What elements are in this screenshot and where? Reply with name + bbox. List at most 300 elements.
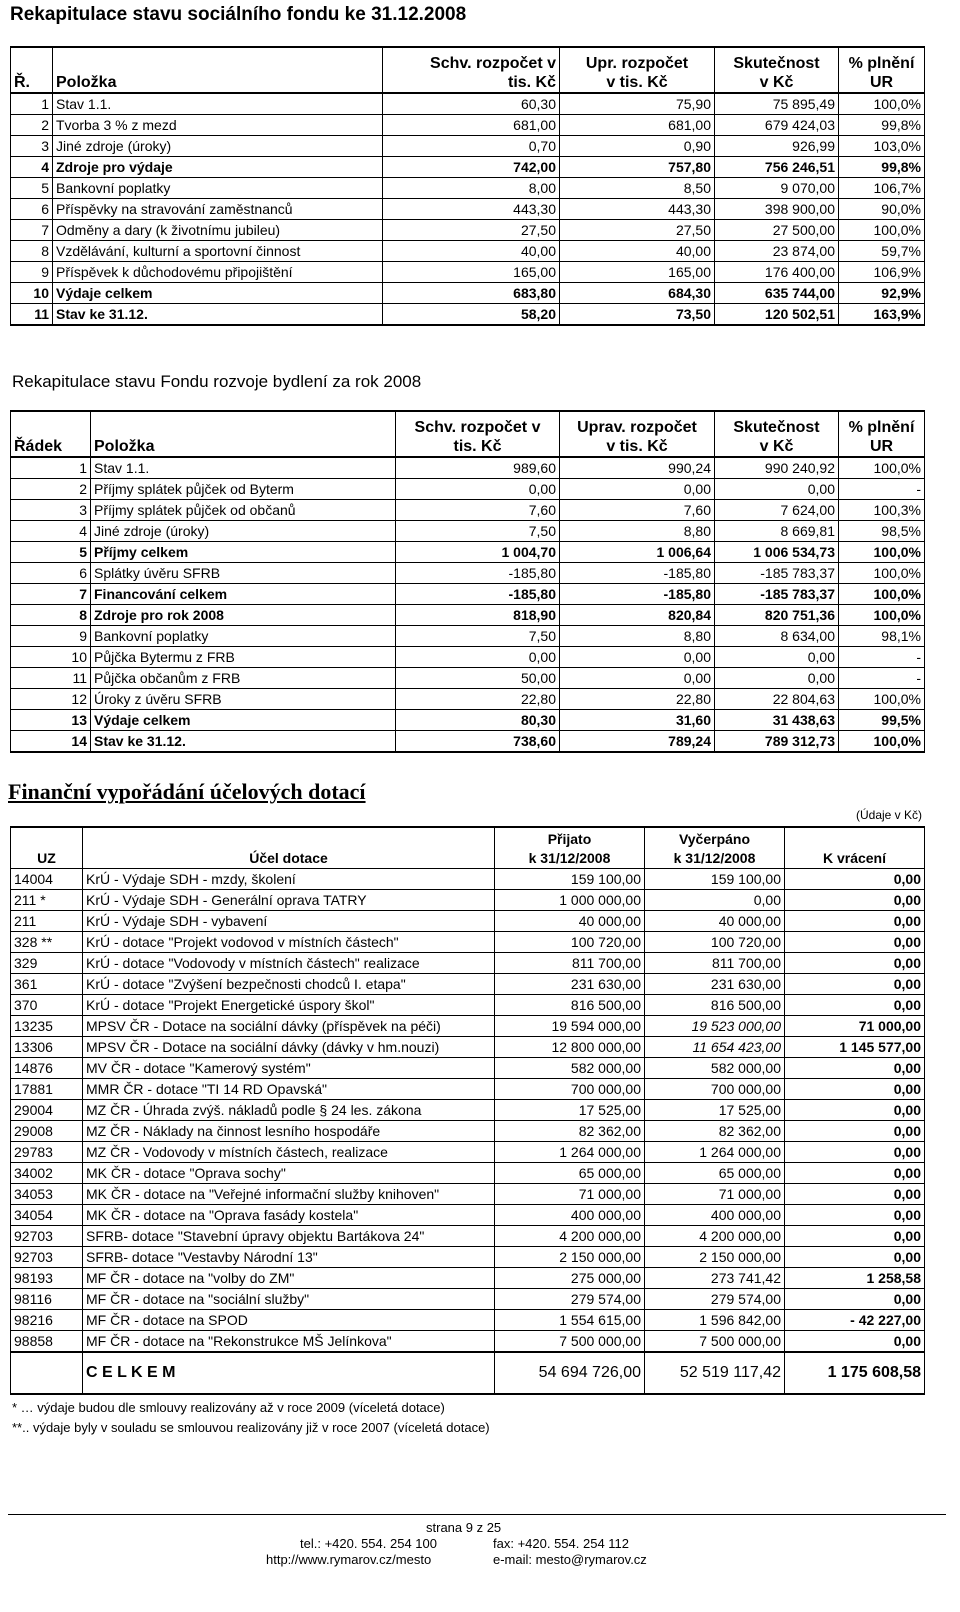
t2-h-pl: % plnění UR	[839, 411, 925, 457]
grants-table	[10, 826, 925, 1395]
t2-row	[11, 731, 925, 753]
t3-received: 816 500,00	[495, 995, 645, 1016]
t3-to-return: 1 145 577,00	[785, 1037, 925, 1058]
t2-item-label: Splátky úvěru SFRB	[91, 563, 396, 584]
t2-actual-amount: -185 783,37	[715, 584, 839, 605]
t3-row	[11, 1184, 925, 1205]
t1-item-label: Stav 1.1.	[53, 93, 383, 115]
t3-spent: 11 654 423,00	[645, 1037, 785, 1058]
t2-item-label: Financování celkem	[91, 584, 396, 605]
t3-row	[11, 911, 925, 932]
t3-row	[11, 869, 925, 890]
t2-row-number: 2	[11, 479, 91, 500]
t1-approved-budget: 681,00	[383, 115, 560, 136]
t1-adjusted-budget: 40,00	[560, 241, 715, 262]
t1-fulfillment-pct: 100,0%	[839, 93, 925, 115]
footer-tel: tel.: +420. 554. 254 100	[300, 1536, 437, 1551]
t2-approved-budget: 7,60	[396, 500, 560, 521]
t1-row	[11, 241, 925, 262]
t3-row	[11, 1058, 925, 1079]
t1-row-number: 5	[11, 178, 53, 199]
t3-received: 231 630,00	[495, 974, 645, 995]
t1-row-number: 11	[11, 304, 53, 326]
t1-row	[11, 220, 925, 241]
t3-spent: 19 523 000,00	[645, 1016, 785, 1037]
t2-approved-budget: 80,30	[396, 710, 560, 731]
t3-to-return: 0,00	[785, 1100, 925, 1121]
t3-row	[11, 995, 925, 1016]
t3-total-blank	[11, 1352, 83, 1394]
t3-received: 279 574,00	[495, 1289, 645, 1310]
t2-adjusted-budget: 22,80	[560, 689, 715, 710]
t2-fulfillment-pct: -	[839, 668, 925, 689]
t3-spent: 82 362,00	[645, 1121, 785, 1142]
t3-received: 7 500 000,00	[495, 1331, 645, 1353]
t1-fulfillment-pct: 163,9%	[839, 304, 925, 326]
t1-adjusted-budget: 75,90	[560, 93, 715, 115]
t3-purpose: KrÚ - Výdaje SDH - Generální oprava TATRY	[83, 890, 495, 911]
t1-row-number: 10	[11, 283, 53, 304]
t1-row	[11, 262, 925, 283]
t1-fulfillment-pct: 103,0%	[839, 136, 925, 157]
t2-row	[11, 521, 925, 542]
t3-spent: 279 574,00	[645, 1289, 785, 1310]
footer-rule	[8, 1514, 946, 1515]
t2-fulfillment-pct: -	[839, 479, 925, 500]
t3-spent: 1 264 000,00	[645, 1142, 785, 1163]
t1-row-number: 8	[11, 241, 53, 262]
t3-received: 1 554 615,00	[495, 1310, 645, 1331]
t3-uz-code: 14004	[11, 869, 83, 890]
t1-item-label: Příspěvky na stravování zaměstnanců	[53, 199, 383, 220]
t3-spent: 100 720,00	[645, 932, 785, 953]
t3-uz-code: 92703	[11, 1226, 83, 1247]
t1-h-upr: Upr. rozpočet v tis. Kč	[560, 47, 715, 93]
t3-uz-code: 98216	[11, 1310, 83, 1331]
t2-adjusted-budget: 31,60	[560, 710, 715, 731]
t2-adjusted-budget: 8,80	[560, 626, 715, 647]
t1-fulfillment-pct: 106,7%	[839, 178, 925, 199]
t3-purpose: KrÚ - dotace "Projekt Energetické úspory škol"	[83, 995, 495, 1016]
t1-item-label: Odměny a dary (k životnímu jubileu)	[53, 220, 383, 241]
t3-h-ucel: Účel dotace	[83, 827, 495, 869]
t2-actual-amount: 7 624,00	[715, 500, 839, 521]
t2-adjusted-budget: 820,84	[560, 605, 715, 626]
t3-to-return: 0,00	[785, 1163, 925, 1184]
t2-adjusted-budget: -185,80	[560, 584, 715, 605]
t3-row	[11, 932, 925, 953]
t2-actual-amount: 0,00	[715, 479, 839, 500]
t3-received: 2 150 000,00	[495, 1247, 645, 1268]
t2-row-number: 3	[11, 500, 91, 521]
t3-spent: 816 500,00	[645, 995, 785, 1016]
t1-row	[11, 115, 925, 136]
t1-approved-budget: 60,30	[383, 93, 560, 115]
t1-adjusted-budget: 443,30	[560, 199, 715, 220]
units-note: (Údaje v Kč)	[856, 808, 923, 822]
t2-item-label: Příjmy splátek půjček od občanů	[91, 500, 396, 521]
t1-item-label: Vzdělávání, kulturní a sportovní činnost	[53, 241, 383, 262]
t2-actual-amount: 789 312,73	[715, 731, 839, 753]
t3-row	[11, 1289, 925, 1310]
t1-approved-budget: 683,80	[383, 283, 560, 304]
t3-uz-code: 29008	[11, 1121, 83, 1142]
t2-row-number: 9	[11, 626, 91, 647]
t3-purpose: MF ČR - dotace na SPOD	[83, 1310, 495, 1331]
t1-actual-amount: 9 070,00	[715, 178, 839, 199]
t1-row-number: 3	[11, 136, 53, 157]
t3-purpose: MK ČR - dotace na "Veřejné informační služby knihoven"	[83, 1184, 495, 1205]
t2-row	[11, 500, 925, 521]
t2-approved-budget: -185,80	[396, 584, 560, 605]
t3-purpose: MV ČR - dotace "Kamerový systém"	[83, 1058, 495, 1079]
t1-h-schv: Schv. rozpočet v tis. Kč	[383, 47, 560, 93]
t2-actual-amount: 820 751,36	[715, 605, 839, 626]
t1-fulfillment-pct: 59,7%	[839, 241, 925, 262]
t2-row	[11, 710, 925, 731]
t2-row-number: 10	[11, 647, 91, 668]
t1-actual-amount: 176 400,00	[715, 262, 839, 283]
t3-to-return: 0,00	[785, 1058, 925, 1079]
t2-h-upr: Uprav. rozpočet v tis. Kč	[560, 411, 715, 457]
t2-adjusted-budget: 0,00	[560, 668, 715, 689]
t3-h-vrac: K vrácení	[785, 827, 925, 869]
t2-item-label: Bankovní poplatky	[91, 626, 396, 647]
t3-to-return: 0,00	[785, 1121, 925, 1142]
t1-adjusted-budget: 0,90	[560, 136, 715, 157]
t2-fulfillment-pct: 100,0%	[839, 584, 925, 605]
t2-actual-amount: 8 634,00	[715, 626, 839, 647]
t3-h-vyc: Vyčerpáno k 31/12/2008	[645, 827, 785, 869]
t1-adjusted-budget: 27,50	[560, 220, 715, 241]
t1-row-number: 4	[11, 157, 53, 178]
t1-approved-budget: 742,00	[383, 157, 560, 178]
t1-adjusted-budget: 681,00	[560, 115, 715, 136]
t3-spent: 1 596 842,00	[645, 1310, 785, 1331]
t3-uz-code: 34053	[11, 1184, 83, 1205]
t1-item-label: Bankovní poplatky	[53, 178, 383, 199]
t2-item-label: Úroky z úvěru SFRB	[91, 689, 396, 710]
t2-row	[11, 584, 925, 605]
t3-purpose: MZ ČR - Náklady na činnost lesního hospodáře	[83, 1121, 495, 1142]
t3-h-prij: Přijato k 31/12/2008	[495, 827, 645, 869]
t2-row-number: 11	[11, 668, 91, 689]
t3-row	[11, 1121, 925, 1142]
t3-received: 275 000,00	[495, 1268, 645, 1289]
t1-row-number: 7	[11, 220, 53, 241]
t3-received: 40 000,00	[495, 911, 645, 932]
t3-spent: 273 741,42	[645, 1268, 785, 1289]
t2-row-number: 12	[11, 689, 91, 710]
t3-h-uz: UZ	[11, 827, 83, 869]
t1-adjusted-budget: 757,80	[560, 157, 715, 178]
t1-row-number: 1	[11, 93, 53, 115]
t3-row	[11, 1310, 925, 1331]
t2-item-label: Příjmy celkem	[91, 542, 396, 563]
t2-adjusted-budget: 8,80	[560, 521, 715, 542]
t1-adjusted-budget: 165,00	[560, 262, 715, 283]
t3-uz-code: 29783	[11, 1142, 83, 1163]
footer-web-link[interactable]: http://www.rymarov.cz/mesto	[266, 1552, 432, 1567]
t1-row	[11, 157, 925, 178]
t3-uz-code: 13306	[11, 1037, 83, 1058]
t2-row-number: 8	[11, 605, 91, 626]
t3-received: 71 000,00	[495, 1184, 645, 1205]
t3-uz-code: 98116	[11, 1289, 83, 1310]
t3-spent: 159 100,00	[645, 869, 785, 890]
t1-row	[11, 283, 925, 304]
t3-row	[11, 1205, 925, 1226]
t3-spent: 400 000,00	[645, 1205, 785, 1226]
t3-purpose: MZ ČR - Úhrada zvýš. nákladů podle § 24 les. zákona	[83, 1100, 495, 1121]
t1-actual-amount: 926,99	[715, 136, 839, 157]
t3-row	[11, 953, 925, 974]
t2-adjusted-budget: 789,24	[560, 731, 715, 753]
t1-item-label: Výdaje celkem	[53, 283, 383, 304]
t2-approved-budget: 22,80	[396, 689, 560, 710]
t2-item-label: Půjčka občanům z FRB	[91, 668, 396, 689]
t3-received: 100 720,00	[495, 932, 645, 953]
t1-actual-amount: 27 500,00	[715, 220, 839, 241]
t3-spent: 2 150 000,00	[645, 1247, 785, 1268]
t3-uz-code: 98193	[11, 1268, 83, 1289]
t2-approved-budget: 989,60	[396, 457, 560, 479]
t2-fulfillment-pct: 100,0%	[839, 457, 925, 479]
t3-uz-code: 370	[11, 995, 83, 1016]
t2-approved-budget: 7,50	[396, 626, 560, 647]
t2-fulfillment-pct: 100,3%	[839, 500, 925, 521]
t3-spent: 17 525,00	[645, 1100, 785, 1121]
t3-row	[11, 890, 925, 911]
t3-to-return: 0,00	[785, 932, 925, 953]
t2-fulfillment-pct: 100,0%	[839, 542, 925, 563]
t3-received: 700 000,00	[495, 1079, 645, 1100]
t3-received: 1 264 000,00	[495, 1142, 645, 1163]
title-social-fund: Rekapitulace stavu sociálního fondu ke 31.12.2008	[10, 4, 467, 25]
t3-spent: 4 200 000,00	[645, 1226, 785, 1247]
t1-h-pl: % plnění UR	[839, 47, 925, 93]
t3-total-row	[11, 1352, 925, 1394]
t3-received: 65 000,00	[495, 1163, 645, 1184]
t2-row-number: 4	[11, 521, 91, 542]
t1-approved-budget: 0,70	[383, 136, 560, 157]
t1-header-row	[11, 47, 925, 93]
t3-uz-code: 13235	[11, 1016, 83, 1037]
t2-item-label: Jiné zdroje (úroky)	[91, 521, 396, 542]
t2-item-label: Stav 1.1.	[91, 457, 396, 479]
t3-to-return: 0,00	[785, 1247, 925, 1268]
t2-fulfillment-pct: 99,5%	[839, 710, 925, 731]
t1-approved-budget: 58,20	[383, 304, 560, 326]
t1-actual-amount: 23 874,00	[715, 241, 839, 262]
t2-actual-amount: 22 804,63	[715, 689, 839, 710]
t1-row	[11, 178, 925, 199]
t3-received: 4 200 000,00	[495, 1226, 645, 1247]
t2-row-number: 7	[11, 584, 91, 605]
t1-row	[11, 136, 925, 157]
t2-approved-budget: 50,00	[396, 668, 560, 689]
t3-spent: 40 000,00	[645, 911, 785, 932]
note-2: **.. výdaje byly v souladu se smlouvou realizovány již v roce 2007 (víceletá dotace)	[12, 1420, 490, 1435]
t3-purpose: MPSV ČR - Dotace na sociální dávky (příspěvek na péči)	[83, 1016, 495, 1037]
t2-adjusted-budget: 7,60	[560, 500, 715, 521]
footer-fax: fax: +420. 554. 254 112	[493, 1536, 630, 1551]
t3-received: 19 594 000,00	[495, 1016, 645, 1037]
t1-fulfillment-pct: 99,8%	[839, 115, 925, 136]
t3-uz-code: 14876	[11, 1058, 83, 1079]
t1-fulfillment-pct: 100,0%	[839, 220, 925, 241]
t3-spent: 811 700,00	[645, 953, 785, 974]
t2-row-number: 5	[11, 542, 91, 563]
t1-row-number: 2	[11, 115, 53, 136]
t3-purpose: MPSV ČR - Dotace na sociální dávky (dávky v hm.nouzi)	[83, 1037, 495, 1058]
t1-approved-budget: 40,00	[383, 241, 560, 262]
t1-row-number: 9	[11, 262, 53, 283]
t2-row-number: 13	[11, 710, 91, 731]
t3-uz-code: 98858	[11, 1331, 83, 1353]
t2-actual-amount: 31 438,63	[715, 710, 839, 731]
t3-received: 159 100,00	[495, 869, 645, 890]
t2-h-sk: Skutečnost v Kč	[715, 411, 839, 457]
t3-row	[11, 1142, 925, 1163]
t3-uz-code: 34002	[11, 1163, 83, 1184]
t2-item-label: Příjmy splátek půjček od Byterm	[91, 479, 396, 500]
t2-row-number: 1	[11, 457, 91, 479]
social-fund-table	[10, 46, 925, 326]
t1-approved-budget: 27,50	[383, 220, 560, 241]
t2-fulfillment-pct: -	[839, 647, 925, 668]
t2-approved-budget: 738,60	[396, 731, 560, 753]
t2-fulfillment-pct: 98,1%	[839, 626, 925, 647]
t3-received: 400 000,00	[495, 1205, 645, 1226]
t3-purpose: MF ČR - dotace na "Rekonstrukce MŠ Jelínkova"	[83, 1331, 495, 1353]
t3-total-label: C E L K E M	[83, 1352, 495, 1394]
t3-row	[11, 1037, 925, 1058]
t2-actual-amount: 8 669,81	[715, 521, 839, 542]
t3-row	[11, 1016, 925, 1037]
t3-uz-code: 34054	[11, 1205, 83, 1226]
t2-fulfillment-pct: 100,0%	[839, 731, 925, 753]
t2-adjusted-budget: 0,00	[560, 647, 715, 668]
t3-to-return: 0,00	[785, 995, 925, 1016]
t3-received: 1 000 000,00	[495, 890, 645, 911]
t3-row	[11, 1247, 925, 1268]
t2-row	[11, 542, 925, 563]
title-grants: Finanční vypořádání účelových dotací	[8, 779, 366, 804]
t3-row	[11, 1100, 925, 1121]
t1-actual-amount: 679 424,03	[715, 115, 839, 136]
t2-h-schv: Schv. rozpočet v tis. Kč	[396, 411, 560, 457]
t1-approved-budget: 443,30	[383, 199, 560, 220]
t1-actual-amount: 756 246,51	[715, 157, 839, 178]
t3-header-row	[11, 827, 925, 869]
t2-actual-amount: 0,00	[715, 647, 839, 668]
t3-purpose: KrÚ - dotace "Zvýšení bezpečnosti chodců I. etapa"	[83, 974, 495, 995]
t3-purpose: MK ČR - dotace na "Oprava fasády kostela"	[83, 1205, 495, 1226]
t2-row	[11, 563, 925, 584]
t2-actual-amount: 990 240,92	[715, 457, 839, 479]
t2-approved-budget: 7,50	[396, 521, 560, 542]
t2-header-row	[11, 411, 925, 457]
t2-actual-amount: -185 783,37	[715, 563, 839, 584]
t3-to-return: 71 000,00	[785, 1016, 925, 1037]
t3-uz-code: 211	[11, 911, 83, 932]
t1-item-label: Příspěvek k důchodovému připojištění	[53, 262, 383, 283]
t2-row	[11, 689, 925, 710]
t3-to-return: 0,00	[785, 869, 925, 890]
t3-uz-code: 92703	[11, 1247, 83, 1268]
t1-item-label: Jiné zdroje (úroky)	[53, 136, 383, 157]
t1-item-label: Zdroje pro výdaje	[53, 157, 383, 178]
t3-spent: 0,00	[645, 890, 785, 911]
t1-actual-amount: 635 744,00	[715, 283, 839, 304]
t2-fulfillment-pct: 100,0%	[839, 605, 925, 626]
t2-actual-amount: 1 006 534,73	[715, 542, 839, 563]
t2-approved-budget: 0,00	[396, 479, 560, 500]
t3-received: 82 362,00	[495, 1121, 645, 1142]
t2-row	[11, 605, 925, 626]
t2-row	[11, 479, 925, 500]
t2-row	[11, 668, 925, 689]
t3-to-return: 0,00	[785, 1142, 925, 1163]
t2-item-label: Stav ke 31.12.	[91, 731, 396, 753]
t3-spent: 71 000,00	[645, 1184, 785, 1205]
t3-received: 12 800 000,00	[495, 1037, 645, 1058]
t1-fulfillment-pct: 106,9%	[839, 262, 925, 283]
t2-actual-amount: 0,00	[715, 668, 839, 689]
t1-h-row: Ř.	[11, 47, 53, 93]
t1-row	[11, 93, 925, 115]
t2-row-number: 6	[11, 563, 91, 584]
t3-spent: 7 500 000,00	[645, 1331, 785, 1353]
t2-fulfillment-pct: 100,0%	[839, 689, 925, 710]
t3-spent: 231 630,00	[645, 974, 785, 995]
footer-email-link[interactable]: e-mail: mesto@rymarov.cz	[493, 1552, 647, 1567]
t1-adjusted-budget: 684,30	[560, 283, 715, 304]
t3-purpose: KrÚ - Výdaje SDH - mzdy, školení	[83, 869, 495, 890]
t3-row	[11, 1226, 925, 1247]
t1-fulfillment-pct: 90,0%	[839, 199, 925, 220]
t3-row	[11, 1079, 925, 1100]
t3-total-received: 54 694 726,00	[495, 1352, 645, 1394]
t3-row	[11, 974, 925, 995]
t1-fulfillment-pct: 99,8%	[839, 157, 925, 178]
t3-to-return: 0,00	[785, 890, 925, 911]
t2-item-label: Výdaje celkem	[91, 710, 396, 731]
t3-purpose: KrÚ - dotace "Projekt vodovod v místních částech"	[83, 932, 495, 953]
t1-h-sk: Skutečnost v Kč	[715, 47, 839, 93]
t1-item-label: Tvorba 3 % z mezd	[53, 115, 383, 136]
t3-to-return: - 42 227,00	[785, 1310, 925, 1331]
t3-purpose: MF ČR - dotace na "volby do ZM"	[83, 1268, 495, 1289]
t3-to-return: 0,00	[785, 953, 925, 974]
t3-purpose: MK ČR - dotace "Oprava sochy"	[83, 1163, 495, 1184]
footer-page: strana 9 z 25	[426, 1520, 502, 1535]
t2-item-label: Zdroje pro rok 2008	[91, 605, 396, 626]
t3-purpose: KrÚ - Výdaje SDH - vybavení	[83, 911, 495, 932]
t2-adjusted-budget: -185,80	[560, 563, 715, 584]
t2-h-item: Položka	[91, 411, 396, 457]
t2-fulfillment-pct: 100,0%	[839, 563, 925, 584]
t1-actual-amount: 120 502,51	[715, 304, 839, 326]
t3-row	[11, 1331, 925, 1353]
t3-uz-code: 211 *	[11, 890, 83, 911]
t3-purpose: MF ČR - dotace na "sociální služby"	[83, 1289, 495, 1310]
t1-adjusted-budget: 73,50	[560, 304, 715, 326]
t1-item-label: Stav ke 31.12.	[53, 304, 383, 326]
t1-actual-amount: 398 900,00	[715, 199, 839, 220]
t3-total-to-return: 1 175 608,58	[785, 1352, 925, 1394]
